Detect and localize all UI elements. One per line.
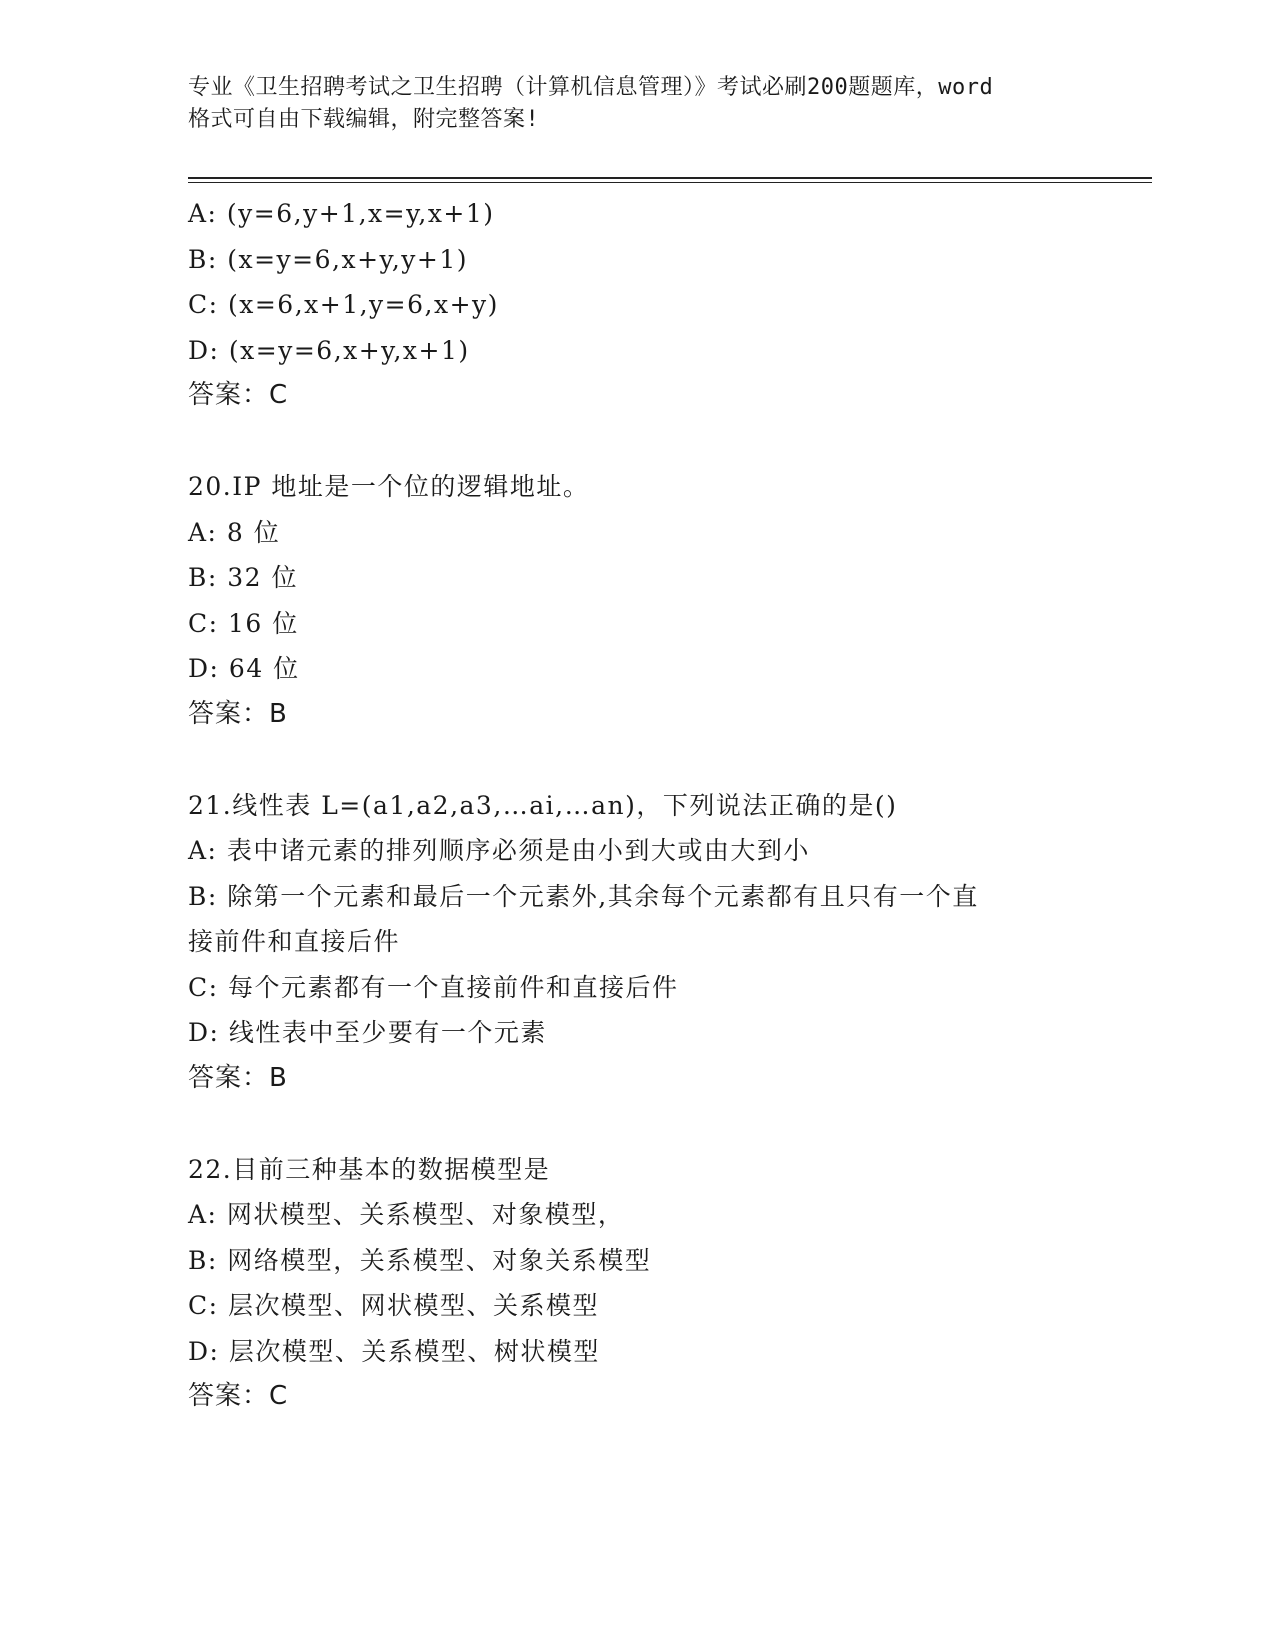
- header-rule-thick: [188, 177, 1152, 179]
- spacer: [188, 1101, 1088, 1147]
- option-a: A: 8 位: [188, 517, 281, 547]
- header-line-2: 格式可自由下载编辑，附完整答案!: [188, 107, 540, 132]
- question-list: [188, 191, 1088, 1420]
- option-a: A: 网状模型、关系模型、对象模型，: [188, 1200, 625, 1229]
- option-b: B: 网络模型，关系模型、对象关系模型: [188, 1245, 652, 1275]
- option-c: C: 16 位: [188, 608, 299, 638]
- question-text: 21.线性表 L=(a1,a2,a3,…ai,…an)，下列说法正确的是(): [188, 790, 898, 820]
- question-text: 20.IP 地址是一个位的逻辑地址。: [188, 472, 590, 501]
- answer: 答案：B: [188, 698, 288, 729]
- option-b: B: (x=y=6,x+y,y+1): [188, 244, 468, 274]
- option-c: C: 层次模型、网状模型、关系模型: [188, 1291, 599, 1320]
- question-20: [188, 464, 1088, 737]
- option-c: C: (x=6,x+1,y=6,x+y): [188, 290, 499, 319]
- option-d: D: (x=y=6,x+y,x+1): [188, 335, 470, 365]
- answer: 答案：C: [188, 380, 289, 410]
- option-b: B: 32 位: [188, 563, 298, 592]
- option-d: D: 64 位: [188, 654, 300, 683]
- question-22: [188, 1147, 1088, 1420]
- option-b: B: 除第一个元素和最后一个元素外,其余每个元素都有且只有一个直: [188, 881, 979, 911]
- header-rule-thin: [188, 182, 1152, 183]
- option-c: C: 每个元素都有一个直接前件和直接后件: [188, 972, 679, 1002]
- option-d: D: 线性表中至少要有一个元素: [188, 1018, 547, 1047]
- question-19: [188, 191, 1088, 419]
- header-line-1: 专业《卫生招聘考试之卫生招聘（计算机信息管理）》考试必刷200题题库，word: [188, 75, 994, 100]
- question-21: [188, 783, 1088, 1102]
- question-text: 22.目前三种基本的数据模型是: [188, 1154, 551, 1184]
- document-header: [188, 72, 1088, 136]
- option-b-continued: 接前件和直接后件: [188, 927, 401, 956]
- option-a: A: 表中诸元素的排列顺序必须是由小到大或由大到小: [188, 836, 810, 865]
- option-d: D: 层次模型、关系模型、树状模型: [188, 1336, 600, 1366]
- answer: 答案：C: [188, 1381, 289, 1411]
- answer: 答案：B: [188, 1062, 288, 1093]
- spacer: [188, 737, 1088, 783]
- spacer: [188, 419, 1088, 465]
- option-a: A: (y=6,y+1,x=y,x+1): [188, 199, 495, 228]
